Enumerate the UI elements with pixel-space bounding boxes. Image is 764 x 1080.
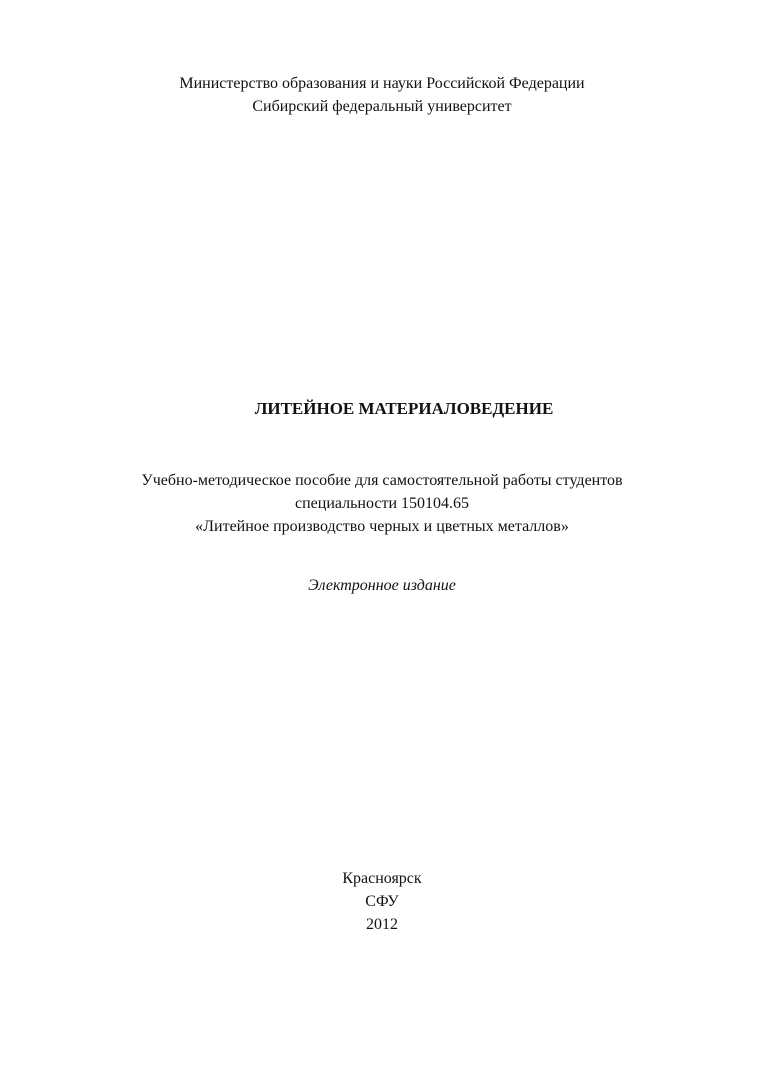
edition-label: Электронное издание (308, 577, 456, 594)
description-line-3: «Литейное производство черных и цветных металлов» (195, 518, 569, 535)
description-line-1: Учебно-методическое пособие для самостоятельной работы студентов (141, 472, 623, 489)
imprint-year: 2012 (366, 916, 398, 933)
document-title: ЛИТЕЙНОЕ МАТЕРИАЛОВЕДЕНИЕ (254, 399, 554, 418)
ministry-name: Министерство образования и науки Российской Федерации (179, 75, 585, 92)
university-name: Сибирский федеральный университет (252, 98, 512, 115)
imprint-city: Красноярск (342, 870, 422, 887)
description-line-2: специальности 150104.65 (294, 495, 470, 512)
imprint-publisher: СФУ (365, 893, 399, 910)
